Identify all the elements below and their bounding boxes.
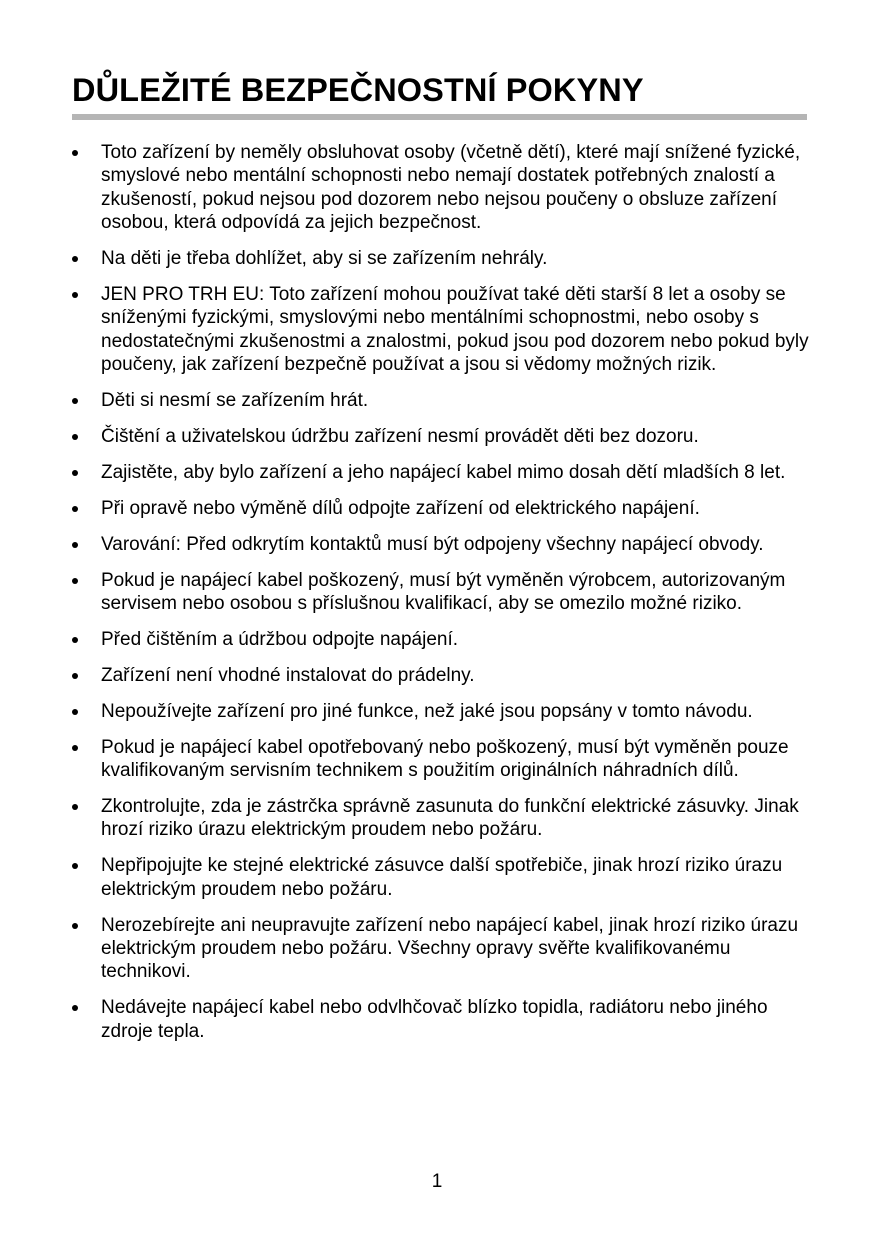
bullet-icon	[72, 470, 78, 476]
list-item	[72, 247, 812, 270]
list-item-text: Zařízení není vhodné instalovat do prádelny.	[101, 664, 475, 686]
bullet-icon	[72, 506, 78, 512]
list-item	[72, 569, 812, 616]
bullet-icon	[72, 673, 78, 679]
bullet-icon	[72, 745, 78, 751]
list-item-text: Pokud je napájecí kabel poškozený, musí být vyměněn výrobcem, autorizovaným servisem nebo osobou s příslušnou kvalifikací, aby se omezilo možné riziko.	[101, 569, 786, 615]
bullet-icon	[72, 434, 78, 440]
list-item-text: Varování: Před odkrytím kontaktů musí být odpojeny všechny napájecí obvody.	[101, 533, 764, 555]
list-item	[72, 141, 812, 235]
bullet-icon	[72, 863, 78, 869]
page-number: 1	[431, 1171, 443, 1192]
list-item-text: Nepoužívejte zařízení pro jiné funkce, než jaké jsou popsány v tomto návodu.	[101, 700, 753, 722]
list-item-text: Čištění a uživatelskou údržbu zařízení nesmí provádět děti bez dozoru.	[101, 426, 699, 448]
bullet-icon	[72, 150, 78, 156]
list-item-text: Zajistěte, aby bylo zařízení a jeho napájecí kabel mimo dosah dětí mladších 8 let.	[101, 461, 786, 483]
bullet-icon	[72, 542, 78, 548]
list-item	[72, 461, 812, 484]
list-item	[72, 425, 812, 448]
list-item	[72, 497, 812, 520]
list-item-text: Před čištěním a údržbou odpojte napájení.	[101, 629, 459, 650]
list-item	[72, 996, 812, 1043]
bullet-icon	[72, 804, 78, 810]
bullet-icon	[72, 292, 78, 298]
list-item	[72, 700, 812, 723]
bullet-icon	[72, 578, 78, 584]
list-item-text: JEN PRO TRH EU: Toto zařízení mohou používat také děti starší 8 let a osoby se sníženými fyzickými, smyslovými nebo mentálními schopnostmi, nebo osoby s nedostatečnými zkušenostmi a znalostmi, pokud jsou pod dozorem nebo pokud byly poučeny, jak zařízení bezpečně používat a jsou si vědomy možných rizik.	[101, 284, 809, 376]
list-item	[72, 533, 812, 556]
list-item-text: Nerozebírejte ani neupravujte zařízení nebo napájecí kabel, jinak hrozí riziko úrazu elektrickým proudem nebo požáru. Všechny opravy svěřte kvalifikovanému technikovi.	[101, 914, 799, 983]
list-item-text: Na děti je třeba dohlížet, aby si se zařízením nehrály.	[101, 248, 548, 270]
title-divider	[72, 114, 807, 120]
bullet-icon	[72, 923, 78, 929]
list-item	[72, 628, 812, 651]
bullet-icon	[72, 1005, 78, 1011]
list-item-text: Zkontrolujte, zda je zástrčka správně zasunuta do funkční elektrické zásuvky. Jinak hrozí riziko úrazu elektrickým proudem nebo požáru.	[101, 796, 799, 841]
list-item-text: Nedávejte napájecí kabel nebo odvlhčovač blízko topidla, radiátoru nebo jiného zdroje tepla.	[101, 997, 768, 1042]
list-item	[72, 283, 812, 377]
list-item	[72, 914, 812, 984]
bullet-icon	[72, 256, 78, 262]
page-title: DŮLEŽITÉ BEZPEČNOSTNÍ POKYNY	[72, 72, 644, 108]
bullet-icon	[72, 709, 78, 715]
list-item-text: Pokud je napájecí kabel opotřebovaný nebo poškozený, musí být vyměněn pouze kvalifikovaným servisním technikem s použitím originálních náhradních dílů.	[101, 736, 789, 782]
list-item-text: Toto zařízení by neměly obsluhovat osoby (včetně dětí), které mají snížené fyzické, smyslové nebo mentální schopnosti nebo nemají dostatek potřebných znalostí a zkušeností, pokud nejsou pod dozorem nebo nejsou poučeny o obsluze zařízení osobou, která odpovídá za jejich bezpečnost.	[101, 142, 801, 234]
list-item	[72, 664, 812, 687]
list-item-text: Děti si nesmí se zařízením hrát.	[101, 390, 369, 412]
list-item-text: Při opravě nebo výměně dílů odpojte zařízení od elektrického napájení.	[101, 497, 700, 519]
list-item	[72, 854, 812, 901]
list-item-text: Nepřipojujte ke stejné elektrické zásuvce další spotřebiče, jinak hrozí riziko úrazu elektrickým proudem nebo požáru.	[101, 855, 783, 900]
bullet-icon	[72, 398, 78, 404]
list-item	[72, 389, 812, 412]
list-item	[72, 736, 812, 783]
list-item	[72, 795, 812, 842]
bullet-icon	[72, 637, 78, 643]
safety-instructions-list	[72, 141, 812, 1056]
